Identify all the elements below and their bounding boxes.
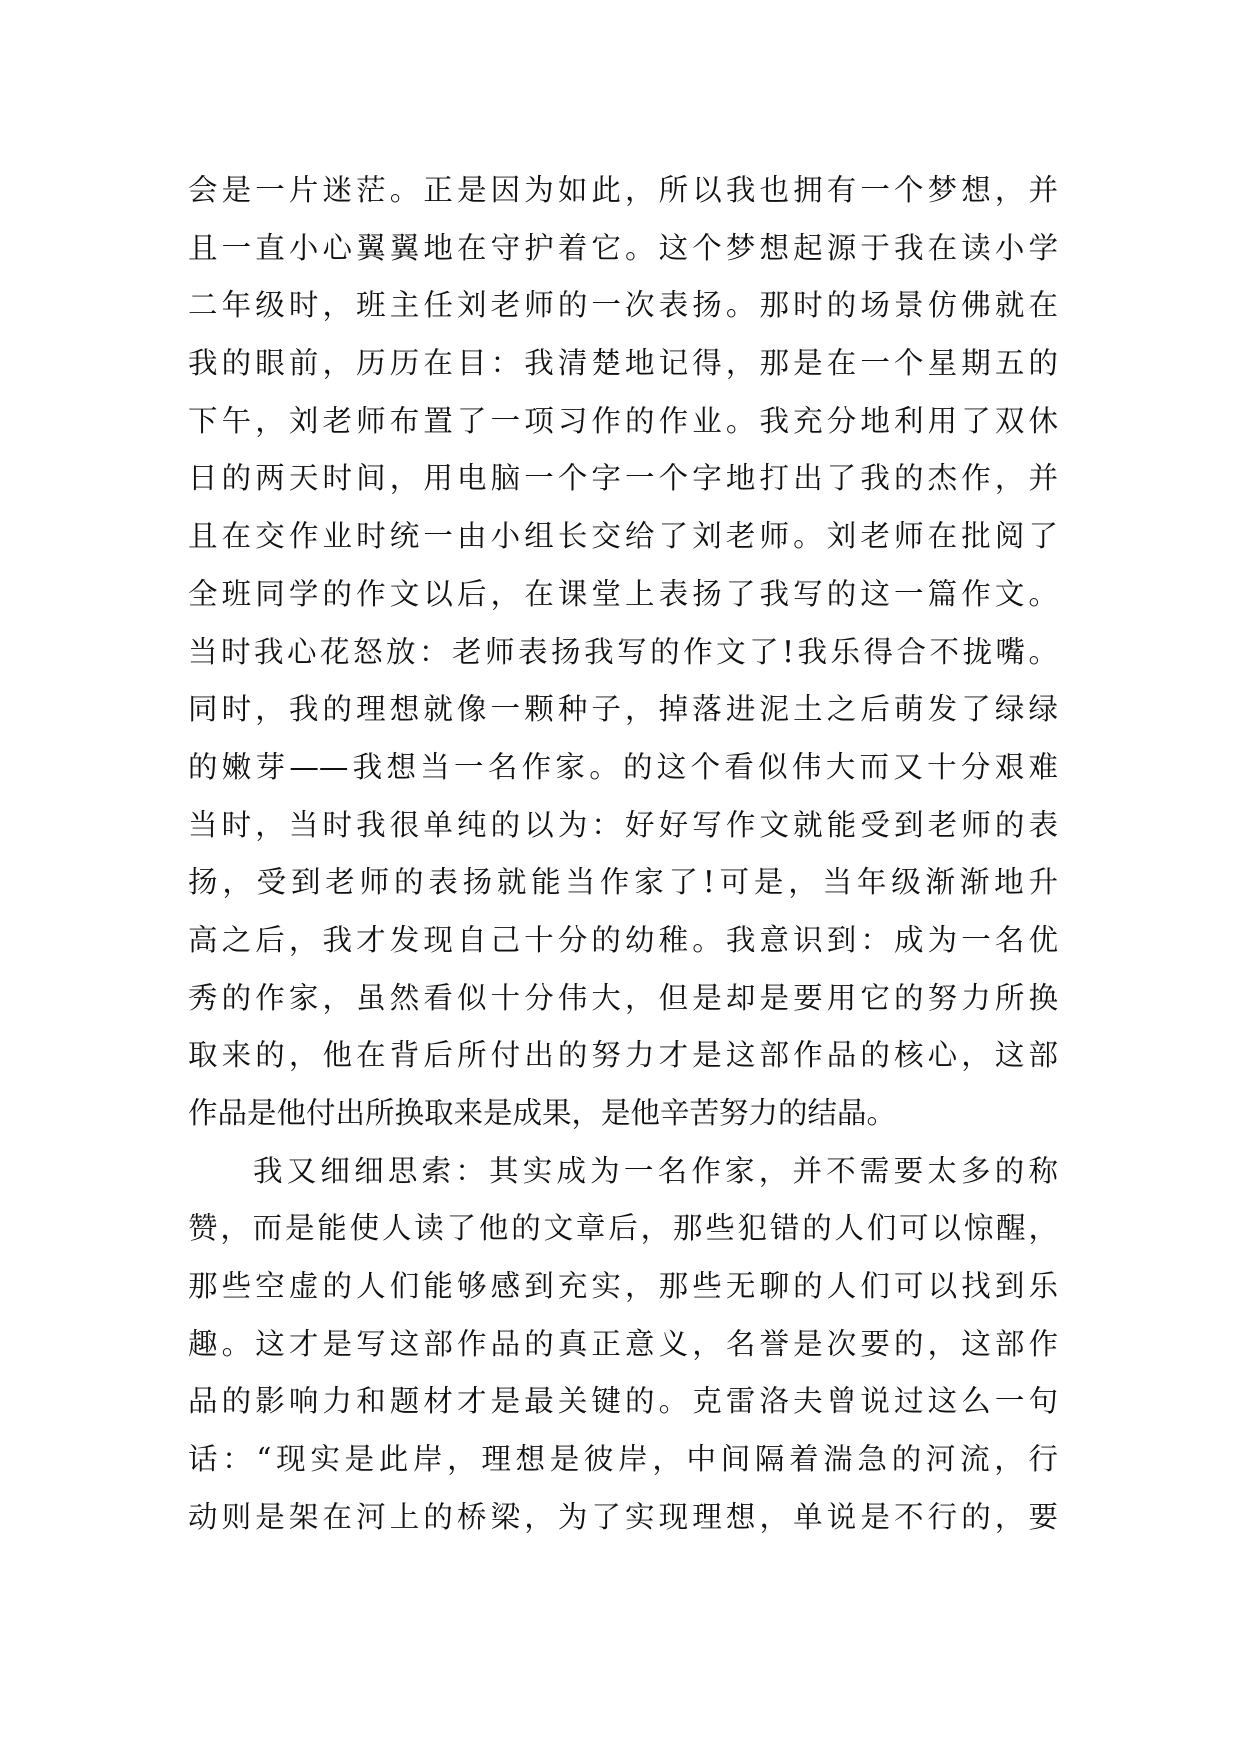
text-line: 当时，当时我很单纯的以为：好好写作文就能受到老师的表 — [188, 807, 1058, 842]
text-line: 扬，受到老师的表扬就能当作家了!可是，当年级渐渐地升 — [188, 865, 1058, 900]
text-line: 我的眼前，历历在目：我清楚地记得，那是在一个星期五的 — [188, 346, 1058, 381]
text-line: 全班同学的作文以后，在课堂上表扬了我写的这一篇作文。 — [188, 576, 1058, 611]
text-line: 那些空虚的人们能够感到充实，那些无聊的人们可以找到乐 — [188, 1269, 1058, 1304]
text-line: 高之后，我才发现自己十分的幼稚。我意识到：成为一名优 — [188, 922, 1058, 957]
text-line: 赞，而是能使人读了他的文章后，那些犯错的人们可以惊醒， — [188, 1211, 1058, 1246]
text-line: 会是一片迷茫。正是因为如此，所以我也拥有一个梦想，并 — [188, 173, 1058, 207]
body-text — [188, 162, 1058, 1547]
text-line: 且一直小心翼翼地在守护着它。这个梦想起源于我在读小学 — [188, 230, 1058, 265]
text-line: 下午，刘老师布置了一项习作的作业。我充分地利用了双休 — [188, 403, 1058, 438]
paragraph-last-line: 作品是他付出所换取来是成果，是他辛苦努力的结晶。 — [188, 1096, 897, 1130]
text-line: 的嫩芽——我想当一名作家。的这个看似伟大而又十分艰难 — [188, 749, 1058, 784]
paragraph-first-line: 我又细细思索：其实成为一名作家，并不需要太多的称 — [253, 1153, 1058, 1188]
text-line: 同时，我的理想就像一颗种子，掉落进泥土之后萌发了绿绿 — [188, 692, 1058, 727]
text-line: 秀的作家，虽然看似十分伟大，但是却是要用它的努力所换 — [188, 980, 1058, 1015]
text-line: 二年级时，班主任刘老师的一次表扬。那时的场景仿佛就在 — [188, 288, 1058, 323]
text-line: 趣。这才是写这部作品的真正意义，名誉是次要的，这部作 — [188, 1326, 1058, 1361]
text-line: 话：“现实是此岸，理想是彼岸，中间隔着湍急的河流，行 — [188, 1442, 1058, 1477]
text-line: 品的影响力和题材才是最关键的。克雷洛夫曾说过这么一句 — [188, 1384, 1058, 1419]
text-line: 且在交作业时统一由小组长交给了刘老师。刘老师在批阅了 — [188, 519, 1058, 554]
text-line: 日的两天时间，用电脑一个字一个字地打出了我的杰作，并 — [188, 461, 1058, 496]
text-line: 当时我心花怒放：老师表扬我写的作文了!我乐得合不拢嘴。 — [188, 634, 1058, 669]
text-line: 取来的，他在背后所付出的努力才是这部作品的核心，这部 — [188, 1038, 1058, 1073]
text-line: 动则是架在河上的桥梁，为了实现理想，单说是不行的，要 — [188, 1499, 1058, 1534]
